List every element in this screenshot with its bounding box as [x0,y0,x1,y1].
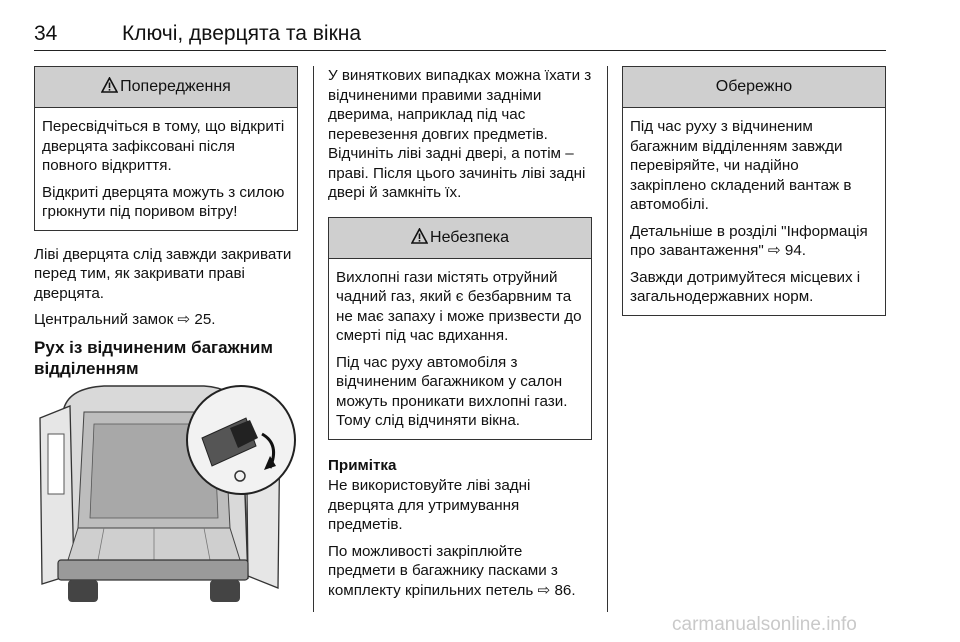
danger-box-title: Небезпека [430,228,509,246]
column-1 [34,66,298,385]
note-paragraph[interactable]: По можливості закріплюйте предмети в багажнику пасками з комплекту кріпильних петель ⇨ 86. [328,542,576,599]
page-number: 34 [34,22,58,45]
column-2 [328,66,592,607]
page-header [34,14,886,51]
column-divider [313,66,314,612]
caution-paragraph: Завжди дотримуйтеся місцевих і загальнодержавних норм. [630,268,861,305]
caution-paragraph: Під час руху з відчиненим багажним відділенням завжди перевіряйте, чи надійно закріплено складений вантаж в автомобілі. [630,118,852,213]
column-divider [607,66,608,612]
caution-box-header [623,67,885,108]
warning-box [34,66,298,231]
van-rear-illustration [34,378,298,614]
body-paragraph: Ліві дверцята слід завжди закривати перед тим, як закривати праві дверцята. [34,245,292,302]
danger-paragraph: Під час руху автомобіля з відчиненим багажником у салон можуть проникати вихлопні гази. Тому слід відчиняти вікна. [336,353,568,429]
caution-box-title: Обережно [715,78,793,95]
warning-box-title: Попередження [120,78,231,95]
body-paragraph: У виняткових випадках можна їхати з відчиненими правими задніми дверима, наприклад під час перевезення довгих предметів. Відчиніть ліві задні двері, а потім – праві. Після цього зачиніть ліві задні двері й замкніть їх. [328,67,592,201]
caution-box [622,66,886,316]
warning-triangle-icon [411,220,428,260]
note-title: Примітка [328,456,397,474]
warning-paragraph: Пересвідчіться в тому, що відкриті дверцята зафіксовані після повного відкриття. [42,118,285,174]
illustration-open-rear-doors [34,378,298,614]
danger-box-header [329,218,591,259]
warning-box-header [35,67,297,108]
column-3 [622,66,886,316]
note-paragraph: Не використовуйте ліві задні дверцята для утримування предметів. [328,477,531,533]
watermark: carmanualsonline.info [672,614,857,635]
cross-reference[interactable]: Центральний замок ⇨ 25. [34,311,216,328]
caution-paragraph[interactable]: Детальніше в розділі "Інформація про завантаження" ⇨ 94. [630,222,868,259]
section-heading: Рух із відчиненим багажним відділенням [34,337,273,378]
warning-triangle-icon [101,69,118,109]
danger-box [328,217,592,440]
danger-paragraph: Вихлопні гази містять отруйний чадний газ, який є безбарвним та не має запаху і може призвести до смерті під час вдихання. [336,268,582,344]
page-title: Ключі, дверцята та вікна [122,22,362,45]
warning-paragraph: Відкриті дверцята можуть з силою грюкнути під поривом вітру! [42,183,285,220]
